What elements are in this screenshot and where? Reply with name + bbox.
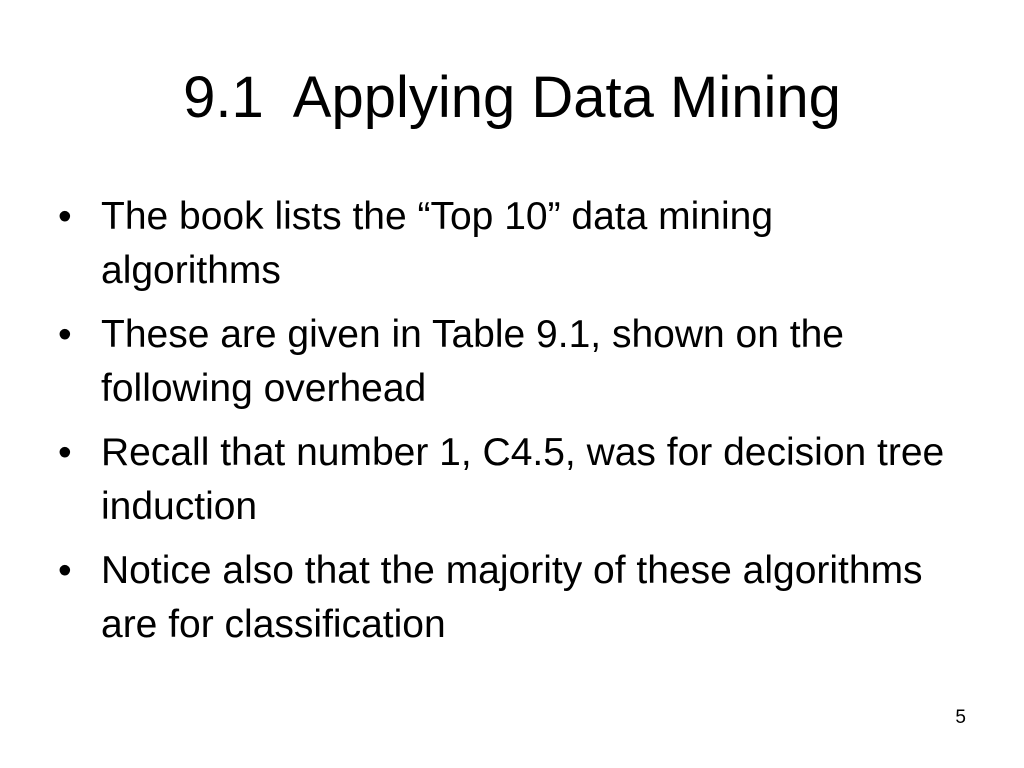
bullet-dot-icon: • [58, 195, 72, 238]
bullet-item [58, 544, 948, 652]
bullet-dot-icon: • [58, 313, 72, 356]
slide-title: 9.1 Applying Data Mining [183, 65, 841, 130]
bullet-text: Notice also that the majority of these algorithms are for classification [101, 549, 923, 646]
bullet-list [58, 190, 948, 662]
bullet-dot-icon: • [58, 431, 72, 474]
bullet-item [58, 308, 948, 416]
bullet-text: Recall that number 1, C4.5, was for decision tree induction [101, 431, 945, 528]
bullet-dot-icon: • [58, 549, 72, 592]
page-number: 5 [955, 707, 966, 728]
bullet-item [58, 190, 948, 298]
bullet-text: The book lists the “Top 10” data mining algorithms [101, 195, 774, 292]
bullet-text: These are given in Table 9.1, shown on the following overhead [101, 313, 844, 410]
bullet-item [58, 426, 948, 534]
